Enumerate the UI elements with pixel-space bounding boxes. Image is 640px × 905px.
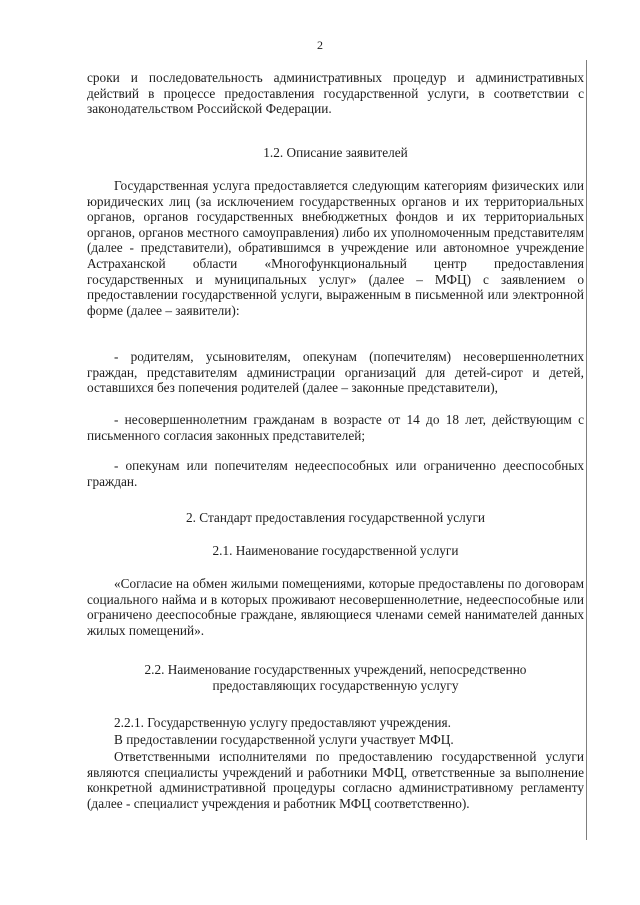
section-1-2-list-item-2: - несовершеннолетним гражданам в возрасте от 14 до 18 лет, действующим с письменного согласия законных представителей;: [87, 412, 584, 443]
section-2-2-title: [87, 662, 584, 693]
intro-paragraph: сроки и последовательность административных процедур и административных действий в процессе предоставления государственной услуги, в соответствии с законодательством Российской Федерации.: [87, 70, 584, 117]
section-1-2-list-item-3: - опекунам или попечителям недееспособных или ограниченно дееспособных граждан.: [87, 458, 584, 489]
section-2-title: 2. Стандарт предоставления государственной услуги: [185, 510, 486, 525]
section-2-2-title-line-1: 2.2. Наименование государственных учреждений, непосредственно: [144, 662, 527, 677]
page-number: 2: [317, 38, 323, 52]
section-1-2-list-item-1: - родителям, усыновителям, опекунам (попечителям) несовершеннолетних граждан, представителям администрации организаций для детей-сирот и детей, оставшихся без попечения родителей (далее – законные представители),: [87, 349, 584, 396]
section-1-2-title: 1.2. Описание заявителей: [263, 145, 408, 160]
section-2-2-paragraph-2: В предоставлении государственной услуги участвует МФЦ.: [114, 732, 454, 747]
section-1-2-paragraph-1: Государственная услуга предоставляется следующим категориям физических или юридических лиц (за исключением государственных органов и их территориальных органов, органов государственных внебюджетных фондов и их территориальных органов, органов местного самоуправления) либо их уполномоченным представителям (далее - представители), обратившимся в учреждение или автономное учреждение Астраханской области «Многофункциональный центр предоставления государственных и муниципальных услуг» (далее – МФЦ) с заявлением о предоставлении государственной услуги, выраженным в письменной или электронной форме (далее – заявители):: [87, 178, 584, 318]
section-2-1-title: 2.1. Наименование государственной услуги: [212, 543, 459, 558]
page-margin-line: [586, 60, 587, 840]
section-2-2-paragraph-3: Ответственными исполнителями по предоставлению государственной услуги являются специалисты учреждений и работники МФЦ, ответственные за выполнение конкретной административной процедуры согласно административному регламенту (далее - специалист учреждения и работник МФЦ соответственно).: [87, 749, 584, 811]
section-2-1-paragraph: «Согласие на обмен жилыми помещениями, которые предоставлены по договорам социального найма и в которых проживают несовершеннолетние, недееспособные или ограничено дееспособные граждане, являющиеся членами семей нанимателей данных жилых помещений».: [87, 576, 584, 638]
section-2-2-title-line-2: предоставляющих государственную услугу: [212, 677, 459, 693]
section-2-2-paragraph-1: 2.2.1. Государственную услугу предоставляют учреждения.: [114, 715, 451, 730]
